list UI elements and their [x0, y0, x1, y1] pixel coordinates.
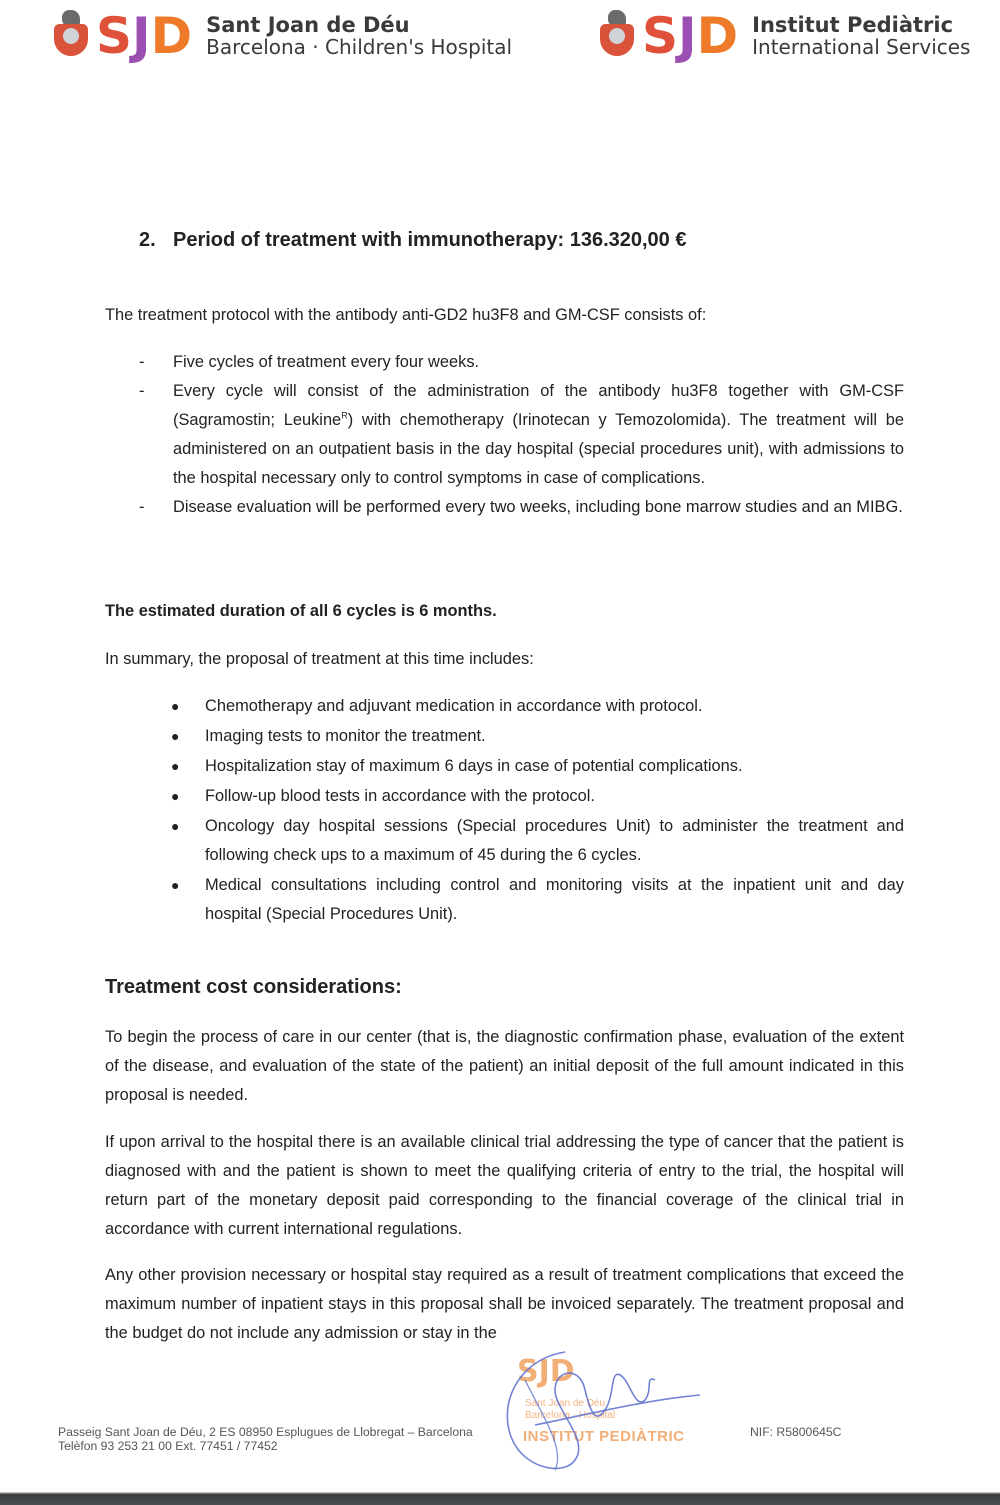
section-heading	[139, 229, 686, 252]
sjd-institut-logo	[600, 8, 970, 64]
sjd-barcelona-logo	[54, 8, 512, 64]
viewer-bottom-bar	[0, 1492, 1000, 1505]
stamp-subtext: Sant Joan de Déu Barcelona · Hospital	[525, 1398, 616, 1421]
protocol-intro: The treatment protocol with the antibody anti-GD2 hu3F8 and GM-CSF consists of:	[105, 306, 707, 324]
bullet-marker: ●	[171, 818, 180, 834]
protocol-list	[105, 348, 904, 522]
bullet-marker: ●	[171, 877, 180, 893]
sjd-wordmark: SJD	[642, 7, 739, 65]
footer-nif: NIF: R5800645C	[750, 1425, 842, 1439]
cost-heading: Treatment cost considerations:	[105, 976, 402, 998]
logo-title: Sant Joan de Déu	[206, 13, 410, 38]
list-item: ● Oncology day hospital sessions (Special procedures Unit) to administer the treatment and following check ups to a maximum of 45 during the 6 cycles.	[105, 812, 904, 870]
duration-statement: The estimated duration of all 6 cycles is 6 months.	[105, 602, 497, 620]
bullet-marker: ●	[171, 728, 180, 744]
dash-marker: -	[139, 498, 145, 516]
bullet-marker: ●	[171, 698, 180, 714]
sjd-emblem-icon	[54, 8, 90, 64]
cost-paragraph: If upon arrival to the hospital there is an available clinical trial addressing the type of cancer that the patient is diagnosed with and the patient is shown to meet the qualifying criteria of entry to the trial, the hospital will return part of the monetary deposit paid corresponding to the financial coverage of the clinical trial in accordance with current international regulations.	[105, 1133, 904, 1238]
list-item: ● Medical consultations including control and monitoring visits at the inpatient unit and day hospital (Special Procedures Unit).	[105, 871, 904, 929]
list-item: ● Imaging tests to monitor the treatment.	[105, 722, 904, 751]
list-item: - Five cycles of treatment every four weeks.	[105, 348, 904, 377]
logo-subtitle: Barcelona · Children's Hospital	[206, 34, 513, 59]
dash-marker: -	[139, 382, 145, 400]
sjd-wordmark: SJD	[96, 7, 193, 65]
summary-intro: In summary, the proposal of treatment at this time includes:	[105, 650, 534, 668]
section-number: 2.	[139, 229, 156, 251]
list-item: ● Hospitalization stay of maximum 6 days in case of potential complications.	[105, 752, 904, 781]
dash-marker: -	[139, 353, 145, 371]
list-item: ● Follow-up blood tests in accordance with the protocol.	[105, 782, 904, 811]
hospital-stamp-signature	[495, 1350, 715, 1475]
logo-text	[206, 14, 512, 57]
logo-subtitle: International Services	[752, 34, 971, 59]
registered-mark: R	[341, 410, 348, 421]
signature-icon	[495, 1350, 715, 1475]
list-item: - Every cycle will consist of the administration of the antibody hu3F8 together with GM-CSF (Sagramostin; Leukine$^R$) with chemotherapy (Irinotecan y Temozolomida). The treatment will be administered on an outpatient basis in the day hospital (special procedures unit), with admissions to the hospital necessary only to control symptoms in case of complications.	[105, 377, 904, 493]
logo-title: Institut Pediàtric	[752, 13, 954, 38]
list-item: ● Chemotherapy and adjuvant medication in accordance with protocol.	[105, 692, 904, 721]
bullet-marker: ●	[171, 788, 180, 804]
list-item: - Disease evaluation will be performed every two weeks, including bone marrow studies and an MIBG.	[105, 493, 904, 522]
section-title: Period of treatment with immunotherapy: 136.320,00 €	[173, 229, 687, 251]
bullet-marker: ●	[171, 758, 180, 774]
summary-list	[105, 692, 904, 930]
footer-address: Passeig Sant Joan de Déu, 2 ES 08950 Esplugues de Llobregat – Barcelona Telèfon 93 253 21 00 Ext. 77451 / 77452	[58, 1425, 473, 1453]
sjd-emblem-icon	[600, 8, 636, 64]
stamp-institut: INSTITUT PEDIÀTRIC	[523, 1428, 685, 1445]
stamp-logo: SJD	[517, 1354, 575, 1389]
cost-paragraph: To begin the process of care in our center (that is, the diagnostic confirmation phase, evaluation of the extent of the disease, and evaluation of the state of the patient) an initial deposit of the full amount indicated in this proposal is needed.	[105, 1028, 904, 1104]
cost-paragraph: Any other provision necessary or hospital stay required as a result of treatment complications that exceed the maximum number of inpatient stays in this proposal shall be invoiced separately. The treatment proposal and the budget do not include any admission or stay in the	[105, 1266, 904, 1342]
logo-text	[752, 14, 970, 57]
